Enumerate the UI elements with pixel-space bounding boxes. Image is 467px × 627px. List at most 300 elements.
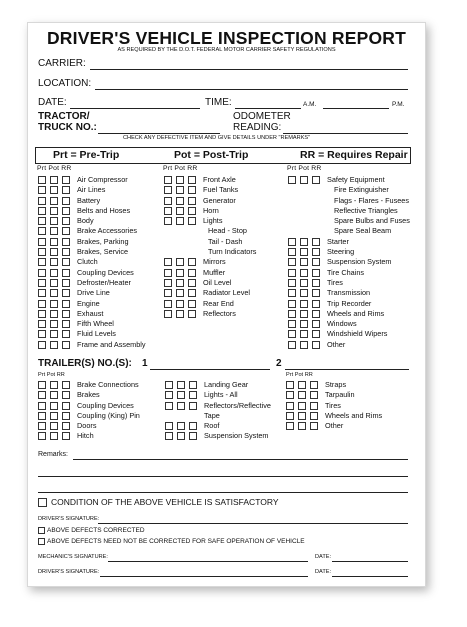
prt-checkbox[interactable]: [164, 176, 172, 184]
rr-checkbox[interactable]: [62, 310, 70, 318]
pot-checkbox[interactable]: [177, 391, 185, 399]
inspection-item: [38, 329, 146, 339]
prt-checkbox[interactable]: [38, 412, 46, 420]
inspection-item-label: Straps: [325, 380, 347, 390]
header-prt: Prt: [37, 165, 47, 172]
rr-checkbox[interactable]: [62, 320, 70, 328]
checkbox-group: [38, 299, 77, 309]
checkbox-group: [38, 237, 77, 247]
inspection-item-label: Spare Seal Beam: [334, 226, 392, 236]
driver-signature-field-2[interactable]: [100, 576, 308, 577]
prt-checkbox[interactable]: [286, 422, 294, 430]
checkbox-group: [38, 380, 77, 390]
remarks-line-2[interactable]: [38, 476, 408, 477]
rr-checkbox[interactable]: [189, 402, 197, 410]
inspection-item: [38, 226, 146, 236]
pot-checkbox[interactable]: [300, 279, 308, 287]
inspection-item-label: Defroster/Heater: [77, 278, 131, 288]
prt-checkbox[interactable]: [38, 186, 46, 194]
driver-date-field[interactable]: [332, 576, 408, 577]
rr-checkbox[interactable]: [62, 176, 70, 184]
mechanic-signature-label: MECHANIC'S SIGNATURE:: [38, 554, 108, 560]
inspection-item: [38, 185, 146, 195]
rr-checkbox[interactable]: [62, 402, 70, 410]
inspection-item-label: Windshield Wipers: [327, 329, 388, 339]
inspection-item-label: Body: [77, 216, 94, 226]
inspection-item: [288, 206, 410, 216]
inspection-item: [288, 329, 410, 339]
rr-checkbox[interactable]: [188, 269, 196, 277]
pot-checkbox[interactable]: [50, 186, 58, 194]
inspection-item-label: Tarpaulin: [325, 390, 355, 400]
pot-checkbox[interactable]: [300, 238, 308, 246]
prt-checkbox[interactable]: [38, 432, 46, 440]
checkbox-group: [38, 185, 77, 195]
time-pm-field[interactable]: [323, 108, 389, 109]
rr-checkbox[interactable]: [62, 432, 70, 440]
trailer-items-col1: [38, 380, 140, 442]
prt-checkbox[interactable]: [288, 258, 296, 266]
rr-checkbox[interactable]: [188, 186, 196, 194]
prt-checkbox[interactable]: [288, 248, 296, 256]
prt-checkbox[interactable]: [38, 227, 46, 235]
prt-checkbox[interactable]: [288, 176, 296, 184]
inspection-item-label: Radiator Level: [203, 288, 251, 298]
prt-checkbox[interactable]: [38, 217, 46, 225]
rr-checkbox[interactable]: [189, 391, 197, 399]
pot-checkbox[interactable]: [298, 412, 306, 420]
checkbox-group: [164, 278, 203, 288]
pot-checkbox[interactable]: [176, 310, 184, 318]
defects-corrected-label: ABOVE DEFECTS CORRECTED: [47, 527, 145, 535]
rr-checkbox[interactable]: [310, 412, 318, 420]
rr-checkbox[interactable]: [62, 238, 70, 246]
driver-date-label: DATE:: [315, 569, 332, 575]
trailer-no-1-field[interactable]: [150, 369, 270, 370]
inspection-item-label: Head - Stop: [208, 226, 247, 236]
inspection-item: [288, 237, 410, 247]
rr-checkbox[interactable]: [188, 217, 196, 225]
pot-checkbox[interactable]: [300, 320, 308, 328]
prt-checkbox[interactable]: [38, 269, 46, 277]
legend-requires-repair: RR = Requires Repair: [300, 149, 408, 161]
prt-checkbox[interactable]: [288, 341, 296, 349]
rr-checkbox[interactable]: [188, 197, 196, 205]
condition-row: [38, 497, 279, 507]
inspection-item-label: Safety Equipment: [327, 175, 385, 185]
inspection-item: [38, 206, 146, 216]
rr-checkbox[interactable]: [188, 258, 196, 266]
inspection-item: [288, 257, 410, 267]
inspection-item: [38, 216, 146, 226]
rr-checkbox[interactable]: [62, 391, 70, 399]
inspection-item: [164, 237, 256, 247]
inspection-item-label: Frame and Assembly: [77, 339, 146, 349]
rr-checkbox[interactable]: [62, 300, 70, 308]
prt-checkbox[interactable]: [38, 330, 46, 338]
trailer-items-col2: [165, 380, 271, 442]
condition-checkbox[interactable]: [38, 498, 47, 507]
rr-checkbox[interactable]: [188, 176, 196, 184]
prt-checkbox[interactable]: [38, 207, 46, 215]
rr-checkbox[interactable]: [312, 258, 320, 266]
checkbox-group: [288, 247, 327, 257]
prt-checkbox[interactable]: [288, 279, 296, 287]
pot-checkbox[interactable]: [50, 412, 58, 420]
pot-checkbox[interactable]: [298, 422, 306, 430]
prt-checkbox[interactable]: [164, 258, 172, 266]
prt-checkbox[interactable]: [164, 207, 172, 215]
truck-no-field[interactable]: [98, 133, 220, 134]
rr-checkbox[interactable]: [188, 207, 196, 215]
inspection-item-label: Mirrors: [203, 257, 226, 267]
checkbox-group: [165, 390, 204, 400]
prt-checkbox[interactable]: [38, 381, 46, 389]
rr-checkbox[interactable]: [62, 227, 70, 235]
prt-checkbox[interactable]: [288, 330, 296, 338]
rr-checkbox[interactable]: [312, 269, 320, 277]
inspection-item-label: Reflectors/Reflective: [204, 400, 271, 410]
checkbox-group: [288, 278, 327, 288]
col-headers-2: [163, 165, 198, 172]
pot-checkbox[interactable]: [300, 341, 308, 349]
remarks-line-1[interactable]: [73, 459, 408, 460]
legend-post-trip: Pot = Post-Trip: [174, 149, 249, 161]
date-field[interactable]: [70, 108, 200, 109]
prt-checkbox[interactable]: [38, 238, 46, 246]
prt-checkbox[interactable]: [38, 176, 46, 184]
checkbox-group: [38, 216, 77, 226]
rr-checkbox[interactable]: [312, 248, 320, 256]
rr-checkbox[interactable]: [310, 402, 318, 410]
carrier-field[interactable]: [90, 69, 408, 70]
pot-checkbox[interactable]: [50, 176, 58, 184]
prt-checkbox[interactable]: [286, 391, 294, 399]
prt-checkbox[interactable]: [38, 391, 46, 399]
pot-checkbox[interactable]: [50, 207, 58, 215]
rr-checkbox[interactable]: [62, 341, 70, 349]
inspection-item-label: Starter: [327, 236, 349, 246]
prt-checkbox[interactable]: [38, 197, 46, 205]
pm-label: P.M.: [392, 101, 405, 108]
prt-checkbox[interactable]: [38, 422, 46, 430]
rr-checkbox[interactable]: [62, 330, 70, 338]
pot-checkbox[interactable]: [50, 269, 58, 277]
prt-checkbox[interactable]: [288, 310, 296, 318]
rr-checkbox[interactable]: [312, 300, 320, 308]
legend-pre-trip: Prt = Pre-Trip: [53, 149, 120, 161]
pot-checkbox[interactable]: [50, 217, 58, 225]
pot-checkbox[interactable]: [176, 279, 184, 287]
rr-checkbox[interactable]: [62, 197, 70, 205]
inspection-item-label: Tire Chains: [327, 267, 365, 277]
rr-checkbox[interactable]: [62, 217, 70, 225]
defects-not-needed-label: ABOVE DEFECTS NEED NOT BE CORRECTED FOR SAFE OPERATION OF VEHICLE: [47, 538, 305, 546]
prt-checkbox[interactable]: [288, 269, 296, 277]
prt-checkbox[interactable]: [288, 300, 296, 308]
pot-checkbox[interactable]: [50, 381, 58, 389]
prt-checkbox[interactable]: [38, 279, 46, 287]
prt-checkbox[interactable]: [164, 279, 172, 287]
defects-corrected-checkbox[interactable]: [38, 527, 45, 534]
pot-checkbox[interactable]: [176, 217, 184, 225]
pot-checkbox[interactable]: [298, 391, 306, 399]
pot-checkbox[interactable]: [50, 330, 58, 338]
checkbox-group: [165, 421, 204, 431]
inspection-item: [288, 185, 410, 195]
trailer-no-2-field[interactable]: [285, 369, 409, 370]
header-rr: RR: [187, 165, 198, 172]
rr-checkbox[interactable]: [310, 391, 318, 399]
inspection-item: [286, 421, 382, 431]
prt-checkbox[interactable]: [38, 258, 46, 266]
rr-checkbox[interactable]: [188, 300, 196, 308]
driver-signature-label: DRIVER'S SIGNATURE:: [38, 516, 100, 522]
rr-checkbox[interactable]: [62, 279, 70, 287]
prt-checkbox[interactable]: [164, 310, 172, 318]
inspection-item-label: Belts and Hoses: [77, 205, 131, 215]
prt-checkbox[interactable]: [286, 402, 294, 410]
pot-checkbox[interactable]: [50, 391, 58, 399]
rr-checkbox[interactable]: [188, 289, 196, 297]
checkbox-group: [38, 319, 77, 329]
legend-box: [35, 147, 411, 164]
prt-checkbox[interactable]: [165, 391, 173, 399]
rr-checkbox[interactable]: [62, 381, 70, 389]
pot-checkbox[interactable]: [50, 341, 58, 349]
rr-checkbox[interactable]: [312, 279, 320, 287]
prt-checkbox[interactable]: [38, 289, 46, 297]
form-subtitle: AS REQUIRED BY THE D.O.T. FEDERAL MOTOR CARRIER SAFETY REGULATIONS: [117, 47, 336, 53]
pot-checkbox[interactable]: [298, 381, 306, 389]
pot-checkbox[interactable]: [50, 422, 58, 430]
prt-checkbox[interactable]: [164, 186, 172, 194]
rr-checkbox[interactable]: [189, 381, 197, 389]
rr-checkbox[interactable]: [62, 258, 70, 266]
pot-checkbox[interactable]: [300, 248, 308, 256]
rr-checkbox[interactable]: [189, 432, 197, 440]
checkbox-group: [38, 431, 77, 441]
am-label: A.M.: [303, 101, 317, 108]
location-label: LOCATION:: [38, 78, 92, 89]
pot-checkbox[interactable]: [177, 381, 185, 389]
checkbox-group: [286, 380, 325, 390]
checkbox-group: [286, 390, 325, 400]
prt-checkbox[interactable]: [164, 217, 172, 225]
pot-checkbox[interactable]: [298, 402, 306, 410]
checkbox-group: [286, 411, 325, 421]
inspection-item: [164, 268, 256, 278]
checkbox-group: [164, 216, 203, 226]
prt-checkbox[interactable]: [38, 402, 46, 410]
pot-checkbox[interactable]: [300, 330, 308, 338]
inspection-item: [164, 288, 256, 298]
inspection-item: [164, 257, 256, 267]
prt-checkbox[interactable]: [286, 412, 294, 420]
inspection-item-label: Drive Line: [77, 288, 110, 298]
rr-checkbox[interactable]: [312, 341, 320, 349]
rr-checkbox[interactable]: [62, 412, 70, 420]
odometer-label: ODOMETER: [233, 111, 291, 122]
inspection-item-label: Brakes, Parking: [77, 236, 129, 246]
rr-checkbox[interactable]: [312, 289, 320, 297]
pot-checkbox[interactable]: [300, 310, 308, 318]
prt-checkbox[interactable]: [165, 381, 173, 389]
inspection-item-label: Other: [325, 421, 344, 431]
pot-checkbox[interactable]: [50, 238, 58, 246]
pot-checkbox[interactable]: [50, 197, 58, 205]
checkbox-group: [38, 257, 77, 267]
prt-checkbox[interactable]: [164, 289, 172, 297]
inspection-item-label: Battery: [77, 195, 101, 205]
pot-checkbox[interactable]: [176, 186, 184, 194]
inspection-item-label: Fuel Tanks: [203, 185, 239, 195]
rr-checkbox[interactable]: [310, 381, 318, 389]
pot-checkbox[interactable]: [176, 300, 184, 308]
rr-checkbox[interactable]: [62, 207, 70, 215]
mechanic-date-field[interactable]: [332, 561, 408, 562]
form-title: DRIVER'S VEHICLE INSPECTION REPORT: [46, 28, 407, 48]
inspection-item: [164, 206, 256, 216]
rr-checkbox[interactable]: [188, 279, 196, 287]
pot-checkbox[interactable]: [300, 269, 308, 277]
inspection-item-label: Transmission: [327, 288, 371, 298]
inspection-item: [164, 226, 256, 236]
checkbox-group: [286, 401, 325, 411]
defects-not-needed-checkbox[interactable]: [38, 538, 45, 545]
prt-checkbox[interactable]: [38, 341, 46, 349]
rr-checkbox[interactable]: [312, 238, 320, 246]
checkbox-group: [38, 196, 77, 206]
pot-checkbox[interactable]: [176, 197, 184, 205]
inspection-item: [288, 216, 410, 226]
pot-checkbox[interactable]: [50, 300, 58, 308]
inspection-item: [286, 411, 382, 421]
prt-checkbox[interactable]: [164, 197, 172, 205]
pot-checkbox[interactable]: [50, 248, 58, 256]
inspection-item: [38, 340, 146, 350]
checkbox-group: [288, 288, 327, 298]
rr-checkbox[interactable]: [312, 320, 320, 328]
pot-checkbox[interactable]: [50, 227, 58, 235]
inspection-item-label: Spare Bulbs and Fuses: [334, 216, 410, 226]
inspection-item-label: Exhaust: [77, 308, 104, 318]
inspection-item-label: Other: [327, 339, 346, 349]
pot-checkbox[interactable]: [50, 432, 58, 440]
inspection-item: [286, 380, 382, 390]
inspection-item: [288, 226, 410, 236]
pot-checkbox[interactable]: [300, 300, 308, 308]
rr-checkbox[interactable]: [312, 330, 320, 338]
remarks-line-3[interactable]: [38, 492, 408, 493]
driver-signature-label-2: DRIVER'S SIGNATURE:: [38, 569, 100, 575]
odometer-field[interactable]: [283, 133, 408, 134]
pot-checkbox[interactable]: [50, 289, 58, 297]
pot-checkbox[interactable]: [176, 207, 184, 215]
inspection-item-label: Wheels and Rims: [327, 308, 385, 318]
rr-checkbox[interactable]: [62, 289, 70, 297]
defects-not-needed-row: [38, 538, 305, 545]
inspection-item: [164, 216, 256, 226]
rr-checkbox[interactable]: [310, 422, 318, 430]
checkbox-group: [288, 329, 327, 339]
checkbox-group: [38, 340, 77, 350]
inspection-item-label: Landing Gear: [204, 380, 249, 390]
pot-checkbox[interactable]: [50, 320, 58, 328]
prt-checkbox[interactable]: [286, 381, 294, 389]
pot-checkbox[interactable]: [176, 269, 184, 277]
prt-checkbox[interactable]: [38, 248, 46, 256]
pot-checkbox[interactable]: [177, 402, 185, 410]
rr-checkbox[interactable]: [62, 422, 70, 430]
trailer-label: TRAILER(S) NO.(S):: [38, 358, 132, 369]
rr-checkbox[interactable]: [312, 310, 320, 318]
prt-checkbox[interactable]: [165, 402, 173, 410]
checkbox-group: [288, 340, 327, 350]
pot-checkbox[interactable]: [176, 289, 184, 297]
inspection-item-label: Horn: [203, 205, 219, 215]
rr-checkbox[interactable]: [62, 186, 70, 194]
pot-checkbox[interactable]: [177, 422, 185, 430]
inspection-item: [288, 309, 410, 319]
mechanic-signature-field[interactable]: [108, 561, 308, 562]
pot-checkbox[interactable]: [50, 279, 58, 287]
rr-checkbox[interactable]: [188, 310, 196, 318]
prt-checkbox[interactable]: [164, 300, 172, 308]
prt-checkbox[interactable]: [165, 422, 173, 430]
prt-checkbox[interactable]: [38, 300, 46, 308]
inspection-item-label: Air Compressor: [77, 175, 128, 185]
pot-checkbox[interactable]: [300, 289, 308, 297]
inspection-item-label: Rear End: [203, 298, 234, 308]
pot-checkbox[interactable]: [50, 258, 58, 266]
inspection-item-label: Trip Recorder: [327, 298, 372, 308]
pot-checkbox[interactable]: [177, 432, 185, 440]
inspection-item: [38, 421, 140, 431]
prt-checkbox[interactable]: [38, 310, 46, 318]
location-field[interactable]: [95, 89, 408, 90]
prt-checkbox[interactable]: [288, 289, 296, 297]
prt-checkbox[interactable]: [164, 269, 172, 277]
inspection-item-label: Fluid Levels: [77, 329, 116, 339]
prt-checkbox[interactable]: [288, 320, 296, 328]
prt-checkbox[interactable]: [288, 238, 296, 246]
pot-checkbox[interactable]: [176, 176, 184, 184]
pot-checkbox[interactable]: [300, 176, 308, 184]
inspection-item-label: Turn Indicators: [208, 247, 257, 257]
rr-checkbox[interactable]: [62, 269, 70, 277]
inspection-item: [165, 390, 271, 400]
time-am-field[interactable]: [235, 108, 301, 109]
prt-checkbox[interactable]: [165, 432, 173, 440]
inspection-item-label: Tires: [327, 278, 343, 288]
prt-checkbox[interactable]: [38, 320, 46, 328]
rr-checkbox[interactable]: [62, 248, 70, 256]
rr-checkbox[interactable]: [189, 422, 197, 430]
rr-checkbox[interactable]: [312, 176, 320, 184]
pot-checkbox[interactable]: [176, 258, 184, 266]
checkbox-group: [165, 401, 204, 411]
pot-checkbox[interactable]: [50, 402, 58, 410]
condition-label: CONDITION OF THE ABOVE VEHICLE IS SATISFACTORY: [51, 497, 279, 507]
pot-checkbox[interactable]: [50, 310, 58, 318]
pot-checkbox[interactable]: [300, 258, 308, 266]
inspection-item-label: Air Lines: [77, 185, 106, 195]
inspection-item-label: Generator: [203, 195, 236, 205]
inspection-item: [164, 185, 256, 195]
time-label: TIME:: [205, 97, 232, 108]
driver-signature-field[interactable]: [98, 523, 408, 524]
